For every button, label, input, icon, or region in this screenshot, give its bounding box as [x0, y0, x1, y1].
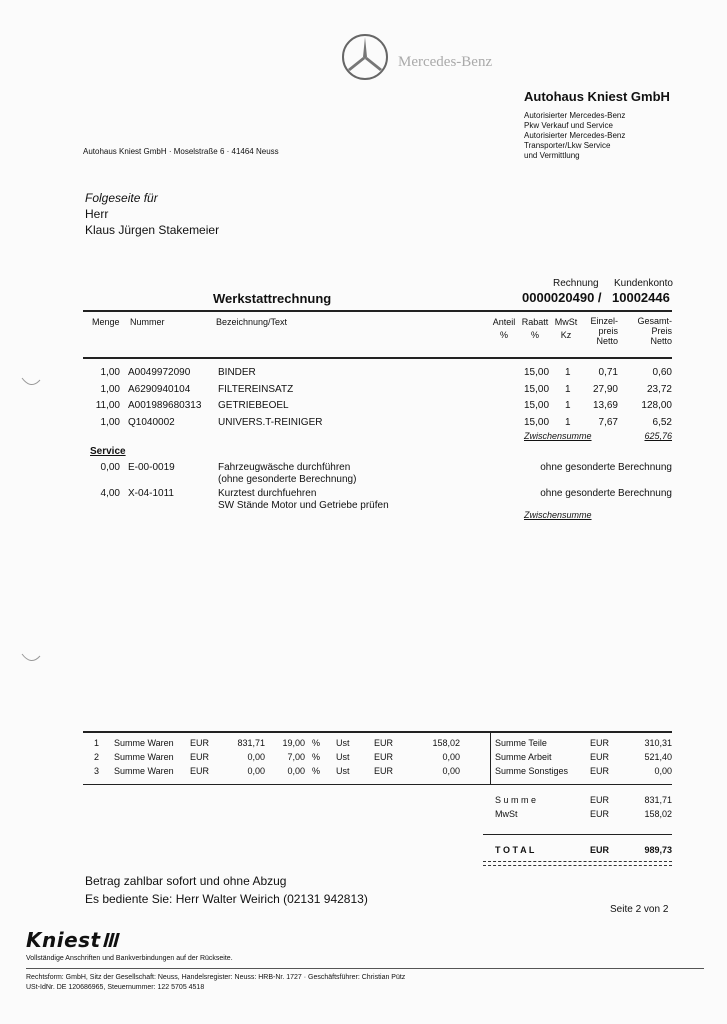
zwischensumme-value: 625,76 [644, 431, 672, 441]
table-row: 1,00 Q1040002 UNIVERS.T-REINIGER 15,00 1 7,67 6,52 [100, 417, 672, 428]
total-top-rule [483, 834, 672, 835]
zwischensumme-label: Zwischensumme [524, 431, 592, 441]
dealer-description: Autorisierter Mercedes-Benz Pkw Verkauf und Service Autorisierter Mercedes-Benz Transporter/Lkw Service und Vermittlung [524, 111, 626, 160]
total-double-rule [483, 861, 672, 866]
tax-top-rule [83, 731, 672, 733]
col-gesamtpreis: Gesamt- Preis Netto [637, 316, 672, 346]
service-row: 4,00 X-04-1011 Kurztest durchfuehren SW Stände Motor und Getriebe prüfen ohne gesonderte Berechnung [100, 488, 672, 511]
service-row: 0,00 E-00-0019 Fahrzeugwäsche durchführen (ohne gesonderte Berechnung) ohne gesonderte Berechnung [100, 462, 672, 485]
punch-mark-icon [20, 376, 42, 390]
dealer-name: Autohaus Kniest GmbH [524, 89, 670, 104]
table-row: 1,00 A6290940104 FILTEREINSATZ 15,00 1 27,90 23,72 [100, 384, 672, 395]
table-row: 1,00 A0049972090 BINDER 15,00 1 0,71 0,60 [100, 367, 672, 378]
service-heading: Service [90, 446, 126, 457]
tax-row: 2 Summe Waren EUR 0,00 7,00 % Ust EUR 0,00 Summe Arbeit EUR 521,40 [94, 752, 672, 762]
col-anteil: Anteil % [492, 317, 516, 340]
tax-bottom-rule [83, 784, 672, 785]
payment-note: Betrag zahlbar sofort und ohne Abzug Es bediente Sie: Herr Walter Weirich (02131 942813) [85, 874, 368, 906]
footer-note: Vollständige Anschriften und Bankverbindungen auf der Rückseite. [26, 955, 233, 962]
tax-row: 1 Summe Waren EUR 831,71 19,00 % Ust EUR 158,02 Summe Teile EUR 310,31 [94, 738, 672, 748]
col-einzelpreis: Einzel- preis Netto [590, 316, 618, 346]
mercedes-star-icon [340, 32, 390, 82]
total-row: T O T A L EUR 989,73 [495, 845, 672, 855]
table-row: 11,00 A001989680313 GETRIEBEOEL 15,00 1 13,69 128,00 [95, 400, 672, 411]
service-zwischensumme-label: Zwischensumme [524, 510, 592, 520]
col-rabatt: Rabatt % [521, 317, 549, 340]
tax-row: 3 Summe Waren EUR 0,00 0,00 % Ust EUR 0,00 Summe Sonstiges EUR 0,00 [94, 766, 672, 776]
col-mwst: MwSt Kz [554, 317, 578, 340]
footer-rule [26, 968, 704, 969]
columns-rule [83, 357, 672, 359]
kundenkonto-label: Kundenkonto [614, 278, 673, 289]
rechnung-number: 0000020490 / [522, 290, 602, 305]
brand-name: Mercedes-Benz [398, 54, 493, 70]
sender-line: Autohaus Kniest GmbH · Moselstraße 6 · 41464 Neuss [83, 147, 279, 156]
document-title: Werkstattrechnung [213, 291, 332, 306]
page-number: Seite 2 von 2 [610, 904, 669, 915]
kundenkonto-number: 10002446 [612, 290, 670, 305]
kniest-logo: Kniest [26, 928, 118, 952]
col-bezeichnung: Bezeichnung/Text [216, 317, 288, 327]
summe-row: S u m m e EUR 831,71 [495, 795, 672, 805]
col-menge: Menge [92, 317, 120, 327]
mwst-row: MwSt EUR 158,02 [495, 809, 672, 819]
col-nummer: Nummer [130, 317, 165, 327]
recipient-block: Folgeseite für Herr Klaus Jürgen Stakemeier [85, 191, 220, 237]
rechnung-label: Rechnung [553, 278, 599, 289]
footer-legal: Rechtsform: GmbH, Sitz der Gesellschaft: Neuss, Handelsregister: Neuss: HRB-Nr. 1727 · Geschäftsführer: Christian Pütz USt-IdNr. DE 120686965, Steuernummer: 122 5705 4518 [26, 974, 406, 991]
header-rule [83, 310, 672, 312]
punch-mark-icon [20, 652, 42, 666]
